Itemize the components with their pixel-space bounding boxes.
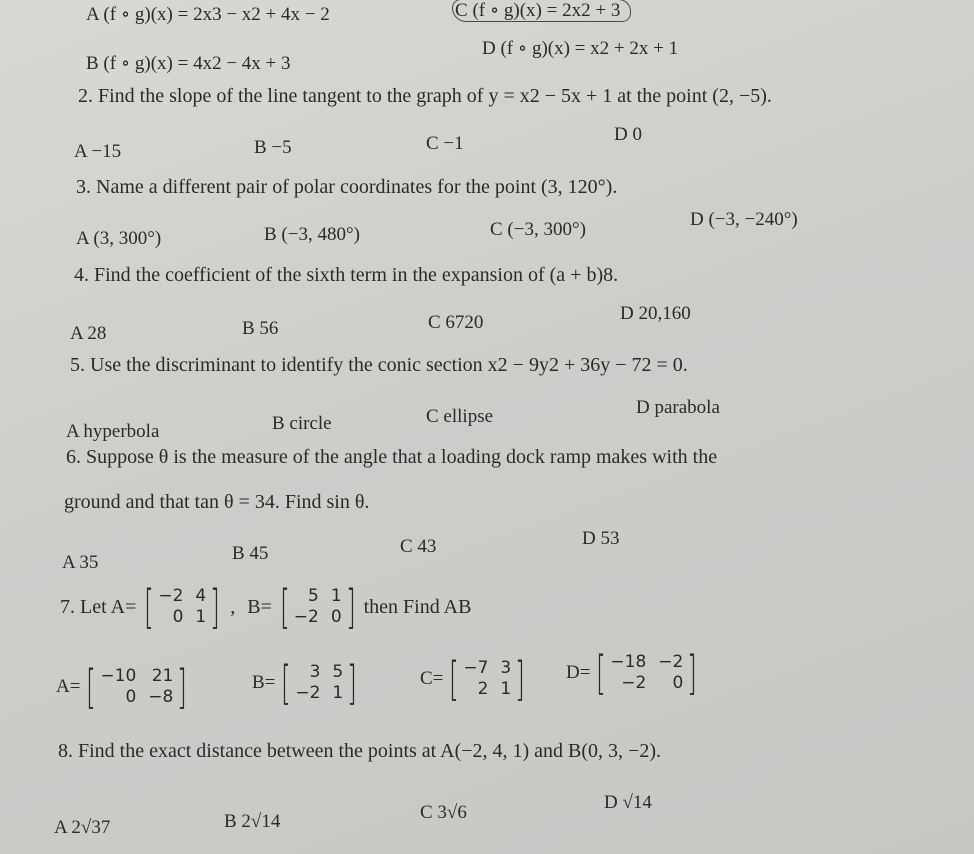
q2-text: 2. Find the slope of the line tangent to the graph of y = x2 − 5x + 1 at the point (2, −5).: [78, 85, 772, 107]
matrix-cell: 3: [500, 658, 512, 678]
matrix-cell: −8: [148, 687, 174, 707]
q8-option-d: D √14: [604, 792, 652, 813]
q4-option-a: A 28: [70, 323, 107, 344]
q7-matrix-b-label: B=: [247, 596, 272, 618]
matrix-cell: 21: [151, 666, 174, 686]
q4-option-c: C 6720: [428, 312, 484, 333]
q7-option-c-matrix: [ −7 3 2 1 ]: [449, 652, 526, 706]
matrix-cell: −7: [463, 658, 489, 678]
q7-option-a-label: A=: [56, 676, 81, 697]
q2-option-b: B −5: [254, 137, 292, 158]
q5-option-a: A hyperbola: [66, 421, 160, 442]
matrix-cell: −2: [295, 683, 321, 703]
q6-option-a: A 35: [62, 552, 99, 573]
q7-matrix-b: [ 5 1 −2 0 ]: [279, 580, 356, 634]
q7-option-c-label: C=: [420, 668, 444, 689]
matrix-cell: −2: [658, 652, 684, 672]
matrix-cell: 5: [332, 662, 344, 682]
matrix-cell: −10: [100, 666, 137, 686]
q2-option-a: A −15: [74, 141, 122, 162]
q6-option-d: D 53: [582, 528, 620, 549]
matrix-cell: −18: [610, 652, 647, 672]
q3-option-d: D (−3, −240°): [690, 209, 798, 230]
q5-option-b: B circle: [272, 413, 332, 434]
q7-matrix-a-label: A=: [110, 596, 137, 618]
q7-prefix: 7. Let: [60, 596, 107, 618]
q8-option-c: C 3√6: [420, 802, 467, 823]
q7-option-b-matrix: [ 3 5 −2 1 ]: [281, 656, 358, 710]
q1-option-c-text: (f ∘ g)(x) = 2x2 + 3: [472, 0, 621, 21]
q7-option-d: [566, 646, 701, 700]
matrix-cell: 1: [500, 679, 512, 699]
q5-option-d: D parabola: [636, 397, 720, 418]
matrix-cell: 0: [672, 673, 684, 693]
q4-text: 4. Find the coefficient of the sixth term in the expansion of (a + b)8.: [74, 264, 619, 286]
q1-option-c-letter: C: [455, 0, 468, 21]
q7-option-d-label: D=: [566, 662, 591, 683]
matrix-cell: 4: [195, 586, 207, 606]
q7-option-b: [252, 656, 361, 710]
q8-option-a: A 2√37: [54, 817, 111, 838]
q7-separator: ,: [230, 596, 236, 618]
matrix-cell: 5: [308, 586, 319, 606]
q6-text-line2: ground and that tan θ = 34. Find sin θ.: [64, 491, 370, 513]
q7-option-b-label: B=: [252, 672, 276, 693]
matrix-cell: 3: [309, 662, 321, 682]
q8-option-b: B 2√14: [224, 811, 281, 832]
q7-option-a-matrix: [ −10 21 0 −8 ]: [86, 660, 188, 714]
q3-option-a: A (3, 300°): [76, 228, 162, 249]
q7-matrix-a: [ −2 4 0 1 ]: [144, 580, 221, 634]
q6-text-line1: 6. Suppose θ is the measure of the angle that a loading dock ramp makes with the: [66, 446, 718, 468]
q8-text: 8. Find the exact distance between the points at A(−2, 4, 1) and B(0, 3, −2).: [58, 740, 661, 762]
matrix-cell: 0: [172, 607, 184, 627]
q2-option-c: C −1: [426, 133, 464, 154]
matrix-cell: 0: [330, 607, 342, 627]
q4-option-b: B 56: [242, 318, 279, 339]
matrix-cell: −2: [293, 607, 319, 627]
q3-text: 3. Name a different pair of polar coordinates for the point (3, 120°).: [76, 176, 618, 198]
q1-option-c-circled-answer: [452, 0, 631, 22]
q7-option-c: [420, 652, 529, 706]
q3-option-c: C (−3, 300°): [490, 219, 586, 240]
matrix-cell: 1: [332, 683, 344, 703]
q6-option-c: C 43: [400, 536, 437, 557]
matrix-cell: −2: [621, 673, 647, 693]
q1-option-a: A (f ∘ g)(x) = 2x3 − x2 + 4x − 2: [86, 4, 330, 25]
q7-text: [60, 580, 472, 634]
matrix-cell: 0: [125, 687, 137, 707]
q5-text: 5. Use the discriminant to identify the conic section x2 − 9y2 + 36y − 72 = 0.: [70, 354, 688, 376]
q3-option-b: B (−3, 480°): [264, 224, 360, 245]
q1-option-d: D (f ∘ g)(x) = x2 + 2x + 1: [482, 38, 679, 59]
q4-option-d: D 20,160: [620, 303, 691, 324]
q1-option-c: [452, 0, 631, 22]
q7-option-d-matrix: [ −18 −2 −2 0 ]: [596, 646, 698, 700]
matrix-cell: −2: [158, 586, 184, 606]
q5-option-c: C ellipse: [426, 406, 494, 427]
q2-option-d: D 0: [614, 124, 642, 145]
matrix-cell: 1: [330, 586, 342, 606]
matrix-cell: 2: [477, 679, 489, 699]
q7-suffix: then Find AB: [363, 596, 472, 618]
q7-option-a: [56, 660, 191, 714]
matrix-cell: 1: [195, 607, 207, 627]
q1-option-b: B (f ∘ g)(x) = 4x2 − 4x + 3: [86, 53, 291, 74]
q6-option-b: B 45: [232, 543, 269, 564]
